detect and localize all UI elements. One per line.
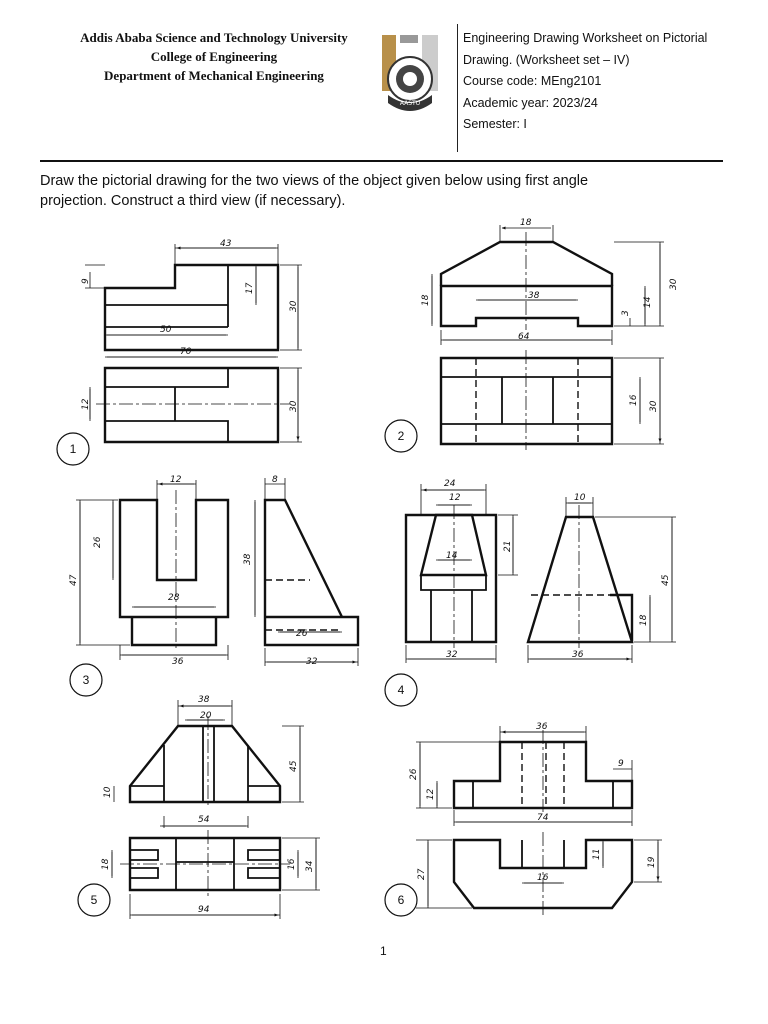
fig5-dim-10: 10 bbox=[103, 786, 113, 798]
fig1-front-lines bbox=[105, 265, 228, 327]
department-name: Department of Mechanical Engineering bbox=[104, 68, 324, 83]
fig5-dim-16: 16 bbox=[287, 858, 297, 870]
fig2-number: 2 bbox=[397, 429, 405, 443]
fig5-dim-54: 54 bbox=[198, 815, 210, 825]
fig3-dim-26-side: 26 bbox=[296, 629, 308, 639]
university-name: Addis Ababa Science and Technology University bbox=[80, 30, 348, 45]
fig1-dim-17: 17 bbox=[245, 282, 255, 294]
fig1-dim-12: 12 bbox=[81, 398, 91, 410]
course-code: Course code: MEng2101 bbox=[463, 74, 602, 88]
fig6-dimension-labels bbox=[409, 722, 657, 883]
fig1-dim-30-top: 30 bbox=[289, 400, 299, 412]
instructions-line2: projection. Construct a third view (if necessary). bbox=[40, 193, 346, 209]
fig3-dimension-labels bbox=[69, 475, 318, 667]
fig5-dim-18: 18 bbox=[101, 858, 111, 870]
fig3-dim-8: 8 bbox=[272, 475, 278, 485]
fig3-dim-26: 26 bbox=[93, 536, 103, 548]
fig2-dim-30-top: 30 bbox=[649, 400, 659, 412]
college-name: College of Engineering bbox=[150, 49, 278, 64]
fig4-dim-24: 24 bbox=[444, 479, 456, 489]
fig5-dim-45: 45 bbox=[289, 760, 299, 772]
fig3-base bbox=[132, 617, 216, 645]
figure-5 bbox=[112, 700, 320, 919]
figure-2 bbox=[432, 225, 664, 450]
fig2-dim-38: 38 bbox=[528, 291, 540, 301]
fig6-dim-27: 27 bbox=[417, 868, 427, 880]
fig6-dim-11: 11 bbox=[592, 848, 602, 860]
figure-1 bbox=[85, 244, 302, 442]
fig2-front-slope bbox=[441, 242, 612, 286]
fig6-number: 6 bbox=[397, 893, 405, 907]
fig6-dim-16: 16 bbox=[537, 873, 549, 883]
fig5-centerline bbox=[120, 716, 290, 898]
fig1-number: 1 bbox=[69, 442, 77, 456]
fig1-dim-30-front: 30 bbox=[289, 300, 299, 312]
fig2-top-lines bbox=[441, 377, 612, 424]
fig6-dim-19: 19 bbox=[647, 856, 657, 868]
fig1-dim-9: 9 bbox=[81, 278, 91, 284]
fig4-front-trapezoid bbox=[421, 515, 486, 575]
fig5-number: 5 bbox=[90, 893, 98, 907]
fig5-front-lines bbox=[130, 726, 280, 802]
seal-text: AASTU bbox=[399, 100, 421, 107]
fig5-dim-34: 34 bbox=[305, 860, 315, 872]
fig2-dim-14: 14 bbox=[643, 296, 653, 308]
fig3-dim-12: 12 bbox=[170, 475, 182, 485]
fig2-dim-16: 16 bbox=[629, 394, 639, 406]
fig4-dim-12: 12 bbox=[449, 493, 461, 503]
fig3-dim-32: 32 bbox=[306, 657, 318, 667]
figure-3 bbox=[76, 478, 358, 666]
figure-4 bbox=[406, 484, 676, 663]
fig4-number: 4 bbox=[397, 683, 405, 697]
academic-year: Academic year: 2023/24 bbox=[463, 95, 598, 110]
fig6-top-lines bbox=[522, 840, 586, 868]
fig4-side-outline bbox=[528, 517, 632, 642]
fig2-dim-64: 64 bbox=[518, 332, 530, 342]
fig5-dim-20: 20 bbox=[200, 711, 212, 721]
fig1-dim-43: 43 bbox=[220, 239, 232, 249]
fig2-dim-18-left: 18 bbox=[421, 294, 431, 306]
fig5-dim-94: 94 bbox=[198, 905, 210, 915]
fig2-front-outline bbox=[441, 286, 612, 326]
page-number: 1 bbox=[380, 944, 387, 958]
fig3-dim-38: 38 bbox=[243, 553, 253, 565]
fig5-dimension-lines bbox=[112, 700, 320, 919]
fig6-dim-12: 12 bbox=[426, 788, 436, 800]
fig5-dim-38: 38 bbox=[198, 695, 210, 705]
fig3-number: 3 bbox=[82, 673, 90, 687]
fig1-dim-50: 50 bbox=[160, 325, 172, 335]
fig3-dim-36: 36 bbox=[172, 657, 184, 667]
fig4-front-lines bbox=[421, 575, 486, 642]
fig4-dim-14: 14 bbox=[446, 551, 458, 561]
fig1-top-lines bbox=[105, 368, 228, 442]
fig4-dim-18: 18 bbox=[639, 614, 649, 626]
fig1-dim-70: 70 bbox=[180, 347, 192, 357]
worksheet-title-line1: Engineering Drawing Worksheet on Pictorial bbox=[463, 31, 708, 45]
fig6-front-outline bbox=[454, 742, 632, 808]
fig3-side-outline bbox=[265, 500, 358, 645]
fig2-top-outline bbox=[441, 358, 612, 444]
fig1-dimension-lines bbox=[85, 244, 302, 442]
figure-number-badges bbox=[57, 420, 417, 916]
fig6-hidden-lines bbox=[522, 742, 564, 808]
fig1-top-outline bbox=[105, 368, 278, 442]
fig4-dimension-labels bbox=[444, 479, 671, 660]
fig2-hidden-lines bbox=[476, 358, 578, 444]
fig3-dim-28: 28 bbox=[168, 593, 180, 603]
fig6-dim-36: 36 bbox=[536, 722, 548, 732]
instructions-line1: Draw the pictorial drawing for the two views of the object given below using first angle bbox=[40, 173, 589, 189]
fig6-dim-74: 74 bbox=[537, 813, 549, 823]
fig2-dim-30-front: 30 bbox=[669, 278, 679, 290]
fig1-front-outline bbox=[105, 265, 278, 350]
fig6-dim-26: 26 bbox=[409, 768, 419, 780]
semester: Semester: I bbox=[463, 117, 527, 131]
fig3-dim-47: 47 bbox=[69, 574, 79, 586]
fig2-dimension-lines bbox=[432, 225, 664, 444]
fig4-dim-21: 21 bbox=[503, 540, 513, 552]
fig6-dim-9: 9 bbox=[618, 759, 624, 769]
fig4-dimension-lines bbox=[406, 484, 676, 663]
fig4-dim-32: 32 bbox=[446, 650, 458, 660]
fig4-dim-45: 45 bbox=[661, 574, 671, 586]
fig4-dim-10: 10 bbox=[574, 493, 586, 503]
fig4-front-outline bbox=[406, 515, 496, 642]
fig3-hidden-lines bbox=[265, 580, 342, 630]
worksheet-title-line2: Drawing. (Worksheet set – IV) bbox=[463, 52, 630, 67]
fig5-front-outline bbox=[130, 726, 280, 802]
fig2-dim-3: 3 bbox=[621, 310, 631, 316]
fig4-dim-36: 36 bbox=[572, 650, 584, 660]
fig2-dim-18-top: 18 bbox=[520, 218, 532, 228]
